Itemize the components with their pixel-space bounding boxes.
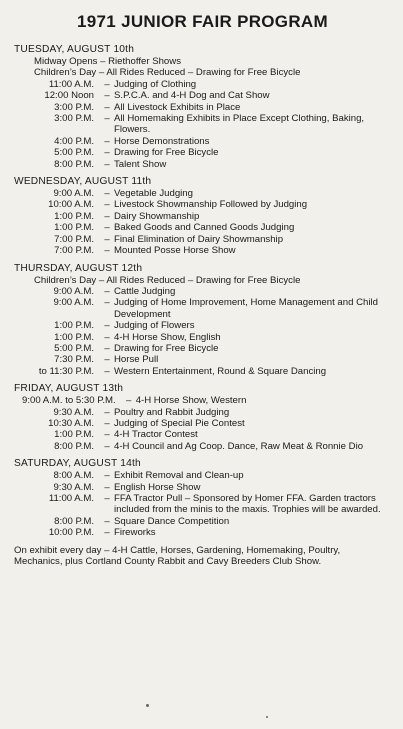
- print-speck: [146, 704, 149, 707]
- separator-dash: –: [104, 210, 110, 222]
- event-time: 8:00 P.M.: [54, 158, 94, 170]
- schedule-row: [14, 418, 391, 429]
- schedule-row: [14, 67, 391, 78]
- event-time: 1:00 P.M.: [54, 331, 94, 343]
- event-description: All Homemaking Exhibits in Place Except Clothing, Baking, Flowers.: [114, 113, 365, 136]
- schedule-row: [14, 159, 391, 170]
- schedule-row: [14, 199, 391, 210]
- schedule-row: [14, 482, 391, 493]
- event-time: 9:00 A.M.: [53, 285, 94, 297]
- event-description: Square Dance Competition: [114, 515, 230, 527]
- schedule-row: [14, 366, 391, 377]
- separator-dash: –: [104, 90, 110, 102]
- event-description: Dairy Showmanship: [114, 210, 200, 222]
- event-description: Judging of Special Pie Contest: [114, 417, 245, 429]
- day-section: [14, 176, 391, 256]
- event-description: Cattle Judging: [114, 285, 176, 297]
- event-description: Vegetable Judging: [114, 188, 193, 200]
- schedule-row: [14, 527, 391, 538]
- event-description: Drawing for Free Bicycle: [114, 147, 219, 159]
- event-description: Fireworks: [114, 527, 156, 539]
- separator-dash: –: [104, 135, 110, 147]
- event-time: 3:00 P.M.: [54, 113, 94, 125]
- page-title: 1971 JUNIOR FAIR PROGRAM: [77, 12, 328, 31]
- event-description: 4-H Tractor Contest: [114, 429, 198, 441]
- event-time: 9:00 A.M.: [53, 188, 94, 200]
- schedule-row: [14, 297, 391, 320]
- schedule-row: [14, 211, 391, 222]
- event-time: 10:00 P.M.: [48, 527, 94, 539]
- schedule-row: [14, 407, 391, 418]
- schedule-row: [14, 113, 391, 136]
- separator-dash: –: [104, 342, 110, 354]
- schedule-row: [14, 516, 391, 527]
- event-time: 3:00 P.M.: [54, 101, 94, 113]
- schedule-row: [14, 286, 391, 297]
- event-text: Children’s Day – All Rides Reduced – Drawing for Free Bicycle: [34, 67, 301, 79]
- event-time: 1:00 P.M.: [54, 429, 94, 441]
- event-time: 9:00 A.M. to 5:30 P.M.: [22, 395, 116, 407]
- event-description: Livestock Showmanship Followed by Judging: [114, 199, 308, 211]
- event-description: Exhibit Removal and Clean-up: [114, 470, 244, 482]
- separator-dash: –: [104, 320, 110, 332]
- separator-dash: –: [104, 429, 110, 441]
- event-text: Children’s Day – All Rides Reduced – Drawing for Free Bicycle: [34, 274, 301, 286]
- event-time: 7:30 P.M.: [54, 354, 94, 366]
- schedule-row: [14, 102, 391, 113]
- event-time: 8:00 P.M.: [54, 440, 94, 452]
- schedule-row: [14, 245, 391, 256]
- separator-dash: –: [104, 406, 110, 418]
- schedule-row: [14, 320, 391, 331]
- schedule-row: [14, 395, 391, 406]
- day-section: [14, 458, 391, 538]
- schedule-row: [14, 234, 391, 245]
- event-time: 7:00 P.M.: [54, 245, 94, 257]
- day-header: THURSDAY, AUGUST 12th: [14, 262, 143, 274]
- event-description: 4-H Horse Show, English: [114, 331, 221, 343]
- event-description: English Horse Show: [114, 481, 201, 493]
- event-description: Drawing for Free Bicycle: [114, 342, 219, 354]
- schedule-row: [14, 470, 391, 481]
- event-text: Midway Opens – Riethoffer Shows: [34, 56, 181, 67]
- event-time: 1:00 P.M.: [54, 222, 94, 234]
- event-time: 8:00 A.M.: [53, 470, 94, 482]
- event-time: 7:00 P.M.: [54, 233, 94, 245]
- separator-dash: –: [104, 158, 110, 170]
- event-time: 8:00 P.M.: [54, 515, 94, 527]
- footer-note: On exhibit every day – 4-H Cattle, Horses, Gardening, Homemaking, Poultry, Mechanics, plus Cortland County Rabbit and Cavy Breeders Club Show.: [14, 544, 341, 568]
- event-description: Judging of Home Improvement, Home Management and Child Development: [114, 297, 378, 320]
- event-description: Mounted Posse Horse Show: [114, 245, 236, 257]
- schedule-row: [14, 56, 391, 67]
- separator-dash: –: [104, 147, 110, 159]
- event-description: Baked Goods and Canned Goods Judging: [114, 222, 295, 234]
- schedule-row: [14, 429, 391, 440]
- separator-dash: –: [104, 222, 110, 234]
- event-time: 10:00 A.M.: [48, 199, 94, 211]
- event-description: Horse Pull: [114, 354, 159, 366]
- day-header: FRIDAY, AUGUST 13th: [14, 383, 124, 395]
- event-time: 11:00 A.M.: [48, 493, 94, 504]
- event-time: 5:00 P.M.: [54, 147, 94, 159]
- event-time: 12:00 Noon: [44, 90, 94, 102]
- event-description: 4-H Council and Ag Coop. Dance, Raw Meat & Ronnie Dio: [114, 440, 364, 452]
- separator-dash: –: [104, 188, 110, 200]
- day-section: [14, 44, 391, 170]
- event-time: 11:00 A.M.: [48, 78, 94, 90]
- print-speck: [266, 716, 268, 718]
- separator-dash: –: [104, 417, 110, 429]
- event-time: 9:30 A.M.: [53, 481, 94, 493]
- separator-dash: –: [104, 365, 110, 377]
- schedule-row: [14, 222, 391, 233]
- separator-dash: –: [104, 78, 110, 90]
- separator-dash: –: [104, 101, 110, 113]
- event-time: 1:00 P.M.: [54, 210, 94, 222]
- separator-dash: –: [104, 493, 110, 504]
- event-description: FFA Tractor Pull – Sponsored by Homer FFA. Garden tractors included from the minis to the maxis. Trophies will be awarded.: [114, 493, 381, 516]
- separator-dash: –: [104, 285, 110, 297]
- event-time: 9:00 A.M.: [53, 297, 94, 309]
- event-description: Poultry and Rabbit Judging: [114, 406, 230, 418]
- schedule-row: [14, 332, 391, 343]
- event-description: Judging of Clothing: [114, 78, 197, 90]
- schedule-row: [14, 90, 391, 101]
- event-time: 9:30 A.M.: [53, 406, 94, 418]
- event-description: Judging of Flowers: [114, 320, 195, 332]
- event-time: 5:00 P.M.: [54, 342, 94, 354]
- day-header: WEDNESDAY, AUGUST 11th: [14, 176, 152, 188]
- schedule-row: [14, 147, 391, 158]
- day-header: SATURDAY, AUGUST 14th: [14, 458, 141, 470]
- schedule-row: [14, 441, 391, 452]
- separator-dash: –: [104, 354, 110, 366]
- schedule-row: [14, 275, 391, 286]
- separator-dash: –: [104, 245, 110, 257]
- separator-dash: –: [104, 515, 110, 527]
- separator-dash: –: [104, 199, 110, 211]
- separator-dash: –: [104, 331, 110, 343]
- separator-dash: –: [126, 395, 132, 407]
- event-description: Talent Show: [114, 158, 167, 170]
- separator-dash: –: [104, 113, 110, 125]
- separator-dash: –: [104, 470, 110, 482]
- day-section: [14, 263, 391, 378]
- schedule-row: [14, 354, 391, 365]
- separator-dash: –: [104, 440, 110, 452]
- separator-dash: –: [104, 297, 110, 309]
- event-description: All Livestock Exhibits in Place: [114, 101, 241, 113]
- separator-dash: –: [104, 527, 110, 539]
- separator-dash: –: [104, 481, 110, 493]
- separator-dash: –: [104, 233, 110, 245]
- event-description: 4-H Horse Show, Western: [135, 395, 247, 407]
- event-time: 4:00 P.M.: [54, 135, 94, 147]
- schedule-row: [14, 188, 391, 199]
- event-description: Final Elimination of Dairy Showmanship: [114, 233, 284, 245]
- event-time: 1:00 P.M.: [54, 320, 94, 332]
- schedule-row: [14, 79, 391, 90]
- event-time: 10:30 A.M.: [48, 417, 94, 429]
- day-header: TUESDAY, AUGUST 10th: [14, 44, 135, 55]
- event-description: Horse Demonstrations: [114, 135, 210, 147]
- schedule-row: [14, 343, 391, 354]
- event-time: to 11:30 P.M.: [38, 365, 94, 377]
- schedule-row: [14, 493, 391, 516]
- schedule-row: [14, 136, 391, 147]
- day-section: [14, 383, 391, 452]
- event-description: Western Entertainment, Round & Square Dancing: [114, 365, 327, 377]
- event-description: S.P.C.A. and 4-H Dog and Cat Show: [114, 90, 270, 102]
- schedule: [14, 44, 391, 539]
